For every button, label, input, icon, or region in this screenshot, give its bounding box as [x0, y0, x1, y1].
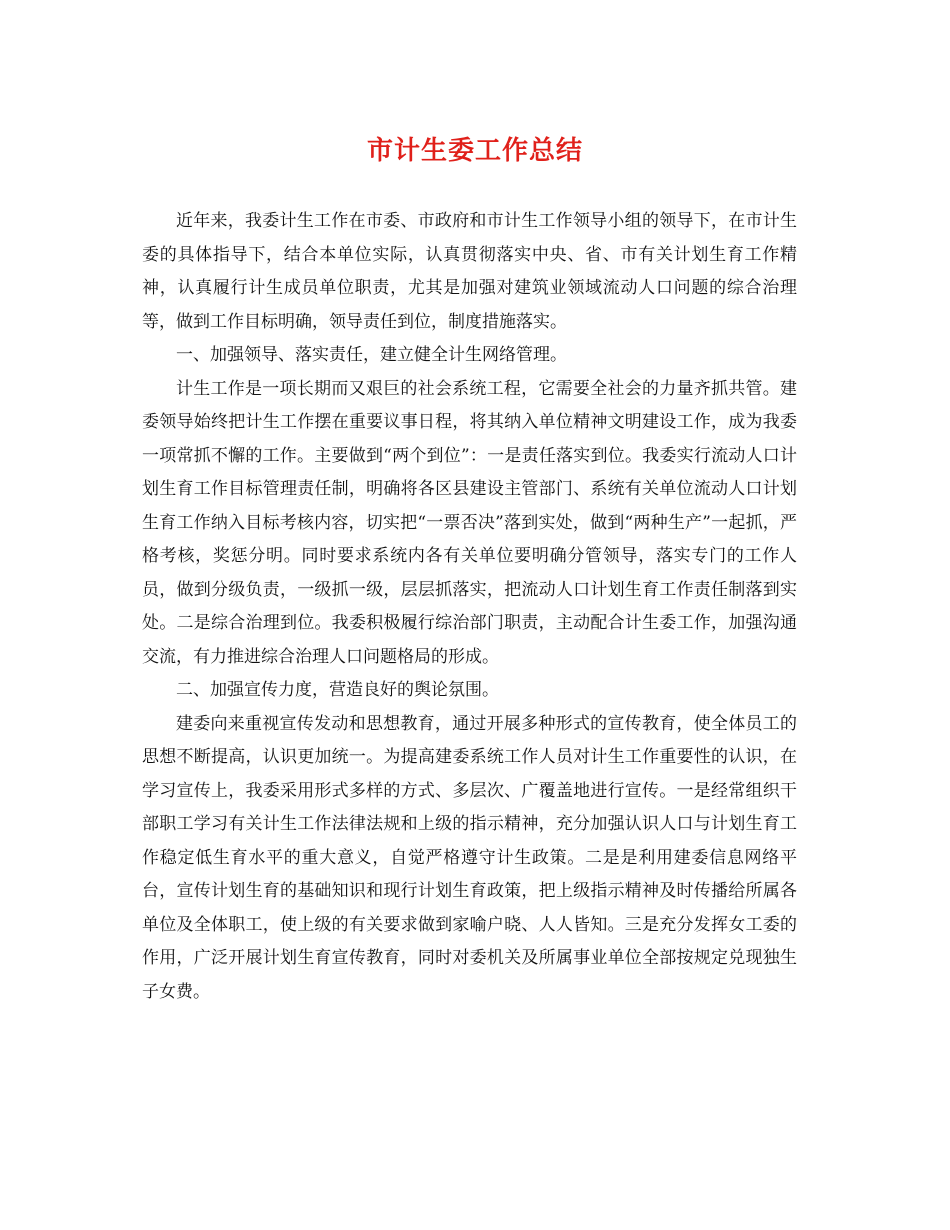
section-2-paragraph: 建委向来重视宣传发动和思想教育，通过开展多种形式的宣传教育，使全体员工的思想不断提高，认识更加统一。为提高建委系统工作人员对计生工作重要性的认识，在学习宣传上，我委采用形式多样的方式、多层次、广覆盖地进行宣传。一是经常组织干部职工学习有关计生工作法律法规和上级的指示精神，充分加强认识人口与计划生育工作稳定低生育水平的重大意义，自觉严格遵守计生政策。二是是利用建委信息网络平台，宣传计划生育的基础知识和现行计划生育政策，把上级指示精神及时传播给所属各单位及全体职工，使上级的有关要求做到家喻户晓、人人皆知。三是充分发挥女工委的作用，广泛开展计划生育宣传教育，同时对委机关及所属事业单位全部按规定兑现独生子女费。 — [142, 713, 797, 1002]
document-body — [142, 205, 797, 1009]
section-heading-2: 二、加强宣传力度，营造良好的舆论氛围。 — [176, 680, 499, 700]
intro-paragraph: 近年来，我委计生工作在市委、市政府和市计生工作领导小组的领导下，在市计生委的具体指导下，结合本单位实际，认真贯彻落实中央、省、市有关计划生育工作精神，认真履行计生成员单位职责，尤其是加强对建筑业领域流动人口问题的综合治理等，做到工作目标明确，领导责任到位，制度措施落实。 — [142, 211, 797, 332]
document-title: 市计生委工作总结 — [366, 136, 583, 166]
section-1-paragraph: 计生工作是一项长期而又艰巨的社会系统工程，它需要全社会的力量齐抓共管。建委领导始终把计生工作摆在重要议事日程，将其纳入单位精神文明建设工作，成为我委一项常抓不懈的工作。主要做到“两个到位”：一是责任落实到位。我委实行流动人口计划生育工作目标管理责任制，明确将各区县建设主管部门、系统有关单位流动人口计划生育工作纳入目标考核内容，切实把“一票否决”落到实处，做到“两种生产”一起抓，严格考核，奖惩分明。同时要求系统内各有关单位要明确分管领导，落实专门的工作人员，做到分级负责，一级抓一级，层层抓落实，把流动人口计划生育工作责任制落到实处。二是综合治理到位。我委积极履行综治部门职责，主动配合计生委工作，加强沟通交流，有力推进综合治理人口问题格局的形成。 — [142, 378, 797, 667]
section-heading-1: 一、加强领导、落实责任，建立健全计生网络管理。 — [176, 345, 567, 365]
